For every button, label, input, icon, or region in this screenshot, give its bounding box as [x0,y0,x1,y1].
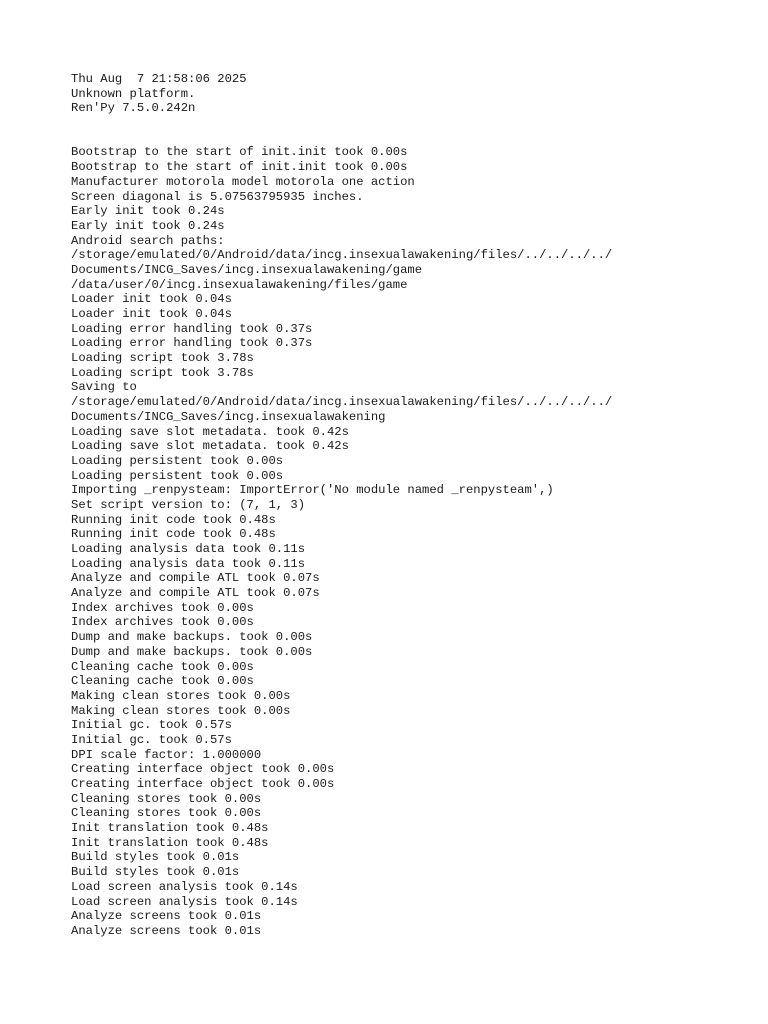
log-line: Documents/INCG_Saves/incg.insexualawakening [71,409,386,424]
log-line: Loader init took 0.04s [71,292,232,307]
log-header [71,72,751,116]
log-line: Bootstrap to the start of init.init took 0.00s [71,145,408,160]
log-line: Index archives took 0.00s [71,615,254,630]
log-line: Manufacturer motorola model motorola one action [71,174,415,189]
log-line: Build styles took 0.01s [71,865,240,880]
log-line: Load screen analysis took 0.14s [71,879,298,894]
log-line: Running init code took 0.48s [71,512,276,527]
log-line: Making clean stores took 0.00s [71,703,291,718]
log-line: Early init took 0.24s [71,204,225,219]
log-line: Running init code took 0.48s [71,527,276,542]
log-line: Bootstrap to the start of init.init took 0.00s [71,160,408,175]
log-line: DPI scale factor: 1.000000 [71,747,262,762]
log-line: Cleaning stores took 0.00s [71,791,262,806]
log-line: Dump and make backups. took 0.00s [71,644,313,659]
log-document [71,72,751,939]
log-line: Init translation took 0.48s [71,835,269,850]
log-body [71,145,751,938]
log-line: Loader init took 0.04s [71,307,232,322]
log-line: /storage/emulated/0/Android/data/incg.insexualawakening/files/../../../../ [71,248,613,263]
log-line: Build styles took 0.01s [71,850,240,865]
log-line: Loading save slot metadata. took 0.42s [71,424,349,439]
log-line: /data/user/0/incg.insexualawakening/files/game [71,277,408,292]
log-line: Loading script took 3.78s [71,365,254,380]
log-line: Analyze screens took 0.01s [71,909,262,924]
log-line: /storage/emulated/0/Android/data/incg.insexualawakening/files/../../../../ [71,395,613,410]
log-line: Initial gc. took 0.57s [71,718,232,733]
log-line: Dump and make backups. took 0.00s [71,630,313,645]
log-line: Cleaning cache took 0.00s [71,674,254,689]
log-line: Set script version to: (7, 1, 3) [71,497,306,512]
log-line: Loading error handling took 0.37s [71,336,313,351]
log-line: Cleaning stores took 0.00s [71,806,262,821]
log-line: Loading error handling took 0.37s [71,321,313,336]
header-line: Ren'Py 7.5.0.242n [71,101,196,116]
log-line: Creating interface object took 0.00s [71,762,335,777]
log-line: Loading save slot metadata. took 0.42s [71,439,349,454]
log-line: Documents/INCG_Saves/incg.insexualawakening/game [71,262,423,277]
log-line: Saving to [71,380,137,395]
log-line: Initial gc. took 0.57s [71,732,232,747]
log-line: Screen diagonal is 5.07563795935 inches. [71,189,364,204]
log-line: Loading analysis data took 0.11s [71,556,306,571]
log-line: Loading script took 3.78s [71,351,254,366]
log-line: Analyze screens took 0.01s [71,923,262,938]
log-line: Android search paths: [71,233,225,248]
log-line: Index archives took 0.00s [71,600,254,615]
log-line: Making clean stores took 0.00s [71,688,291,703]
header-line: Thu Aug 7 21:58:06 2025 [71,72,247,86]
log-line: Cleaning cache took 0.00s [71,659,254,674]
log-line: Loading persistent took 0.00s [71,468,284,483]
log-line: Early init took 0.24s [71,218,225,233]
log-line: Loading persistent took 0.00s [71,453,284,468]
log-line: Load screen analysis took 0.14s [71,894,298,909]
log-line: Creating interface object took 0.00s [71,777,335,792]
log-line: Init translation took 0.48s [71,821,269,836]
log-line: Loading analysis data took 0.11s [71,542,306,557]
header-line: Unknown platform. [71,86,196,101]
log-line: Analyze and compile ATL took 0.07s [71,571,320,586]
log-line: Importing _renpysteam: ImportError('No module named _renpysteam',) [71,483,554,498]
log-line: Analyze and compile ATL took 0.07s [71,586,320,601]
